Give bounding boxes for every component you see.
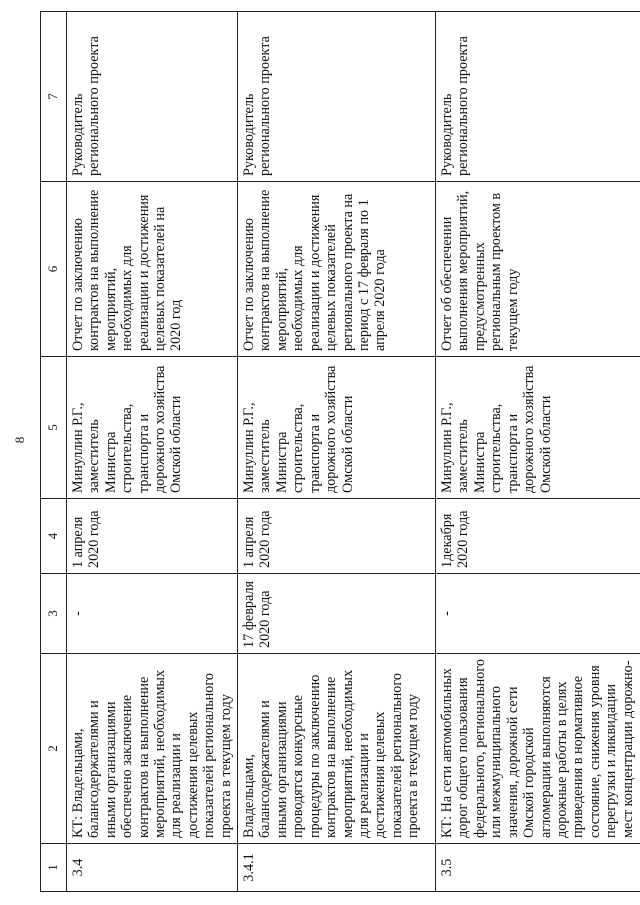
table-header-row — [41, 12, 67, 892]
rotated-table-frame — [40, 12, 636, 892]
row-document: Отчет об обеспечении выполнения мероприятий, предусмотренных региональным проектом в текущем году — [436, 182, 640, 357]
project-plan-table — [40, 11, 640, 892]
row-number: 3.4.1 — [238, 844, 436, 892]
row-responsible: Минуллин Р.Г., заместитель Министра строительства, транспорта и дорожного хозяйства Омской области — [67, 357, 238, 499]
row-description: КТ: На сети автомобильных дорог общего пользования федерального, регионального или межмуниципального значения, дорожной сети Омской городской агломерации выполняются дорожные работы в целях приведения в нормативное состояние, снижения уровня перегрузки и ликвидации мест концентрации дорожно- — [436, 654, 640, 844]
table-row — [238, 12, 436, 892]
column-header: 2 — [41, 654, 67, 844]
row-end-date: 1 апреля 2020 года — [238, 499, 436, 574]
row-description: Владельцами, балансодержателями и иными организациями проводятся конкурсные процедуры по заключению контрактов на выполнение мероприятий, необходимых для реализации и достижения целевых показателей регионального проекта в текущем году — [238, 654, 436, 844]
column-header: 4 — [41, 499, 67, 574]
row-responsible: Минуллин Р.Г., заместитель Министра строительства, транспорта и дорожного хозяйства Омской области — [238, 357, 436, 499]
column-header: 1 — [41, 844, 67, 892]
row-start-date: - — [436, 574, 640, 654]
row-end-date: 1декабря 2020 года — [436, 499, 640, 574]
row-end-date: 1 апреля 2020 года — [67, 499, 238, 574]
column-header: 7 — [41, 12, 67, 182]
row-control-level: Руководитель регионального проекта — [67, 12, 238, 182]
row-number: 3.5 — [436, 844, 640, 892]
row-responsible: Минуллин Р.Г., заместитель Министра строительства, транспорта и дорожного хозяйства Омской области — [436, 357, 640, 499]
row-description: КТ: Владельцами, балансодержателями и иными организациями обеспечено заключение контрактов на выполнение мероприятий, необходимых для реализации и достижения целевых показателей регионального проекта в текущем году — [67, 654, 238, 844]
row-number: 3.4 — [67, 844, 238, 892]
row-document: Отчет по заключению контрактов на выполнение мероприятий, необходимых для реализации и достижения целевых показателей на 2020 год — [67, 182, 238, 357]
column-header: 6 — [41, 182, 67, 357]
row-start-date: - — [67, 574, 238, 654]
row-start-date: 17 февраля 2020 года — [238, 574, 436, 654]
table-row — [436, 12, 640, 892]
row-document: Отчет по заключению контрактов на выполнение мероприятий, необходимых для реализации и достижения целевых показателей регионального проекта на период с 17 февраля по 1 апреля 2020 года — [238, 182, 436, 357]
rotated-table-container — [40, 12, 636, 892]
column-header: 5 — [41, 357, 67, 499]
row-control-level: Руководитель регионального проекта — [238, 12, 436, 182]
column-header: 3 — [41, 574, 67, 654]
page-number: 8 — [12, 436, 27, 444]
table-row — [67, 12, 238, 892]
row-control-level: Руководитель регионального проекта — [436, 12, 640, 182]
